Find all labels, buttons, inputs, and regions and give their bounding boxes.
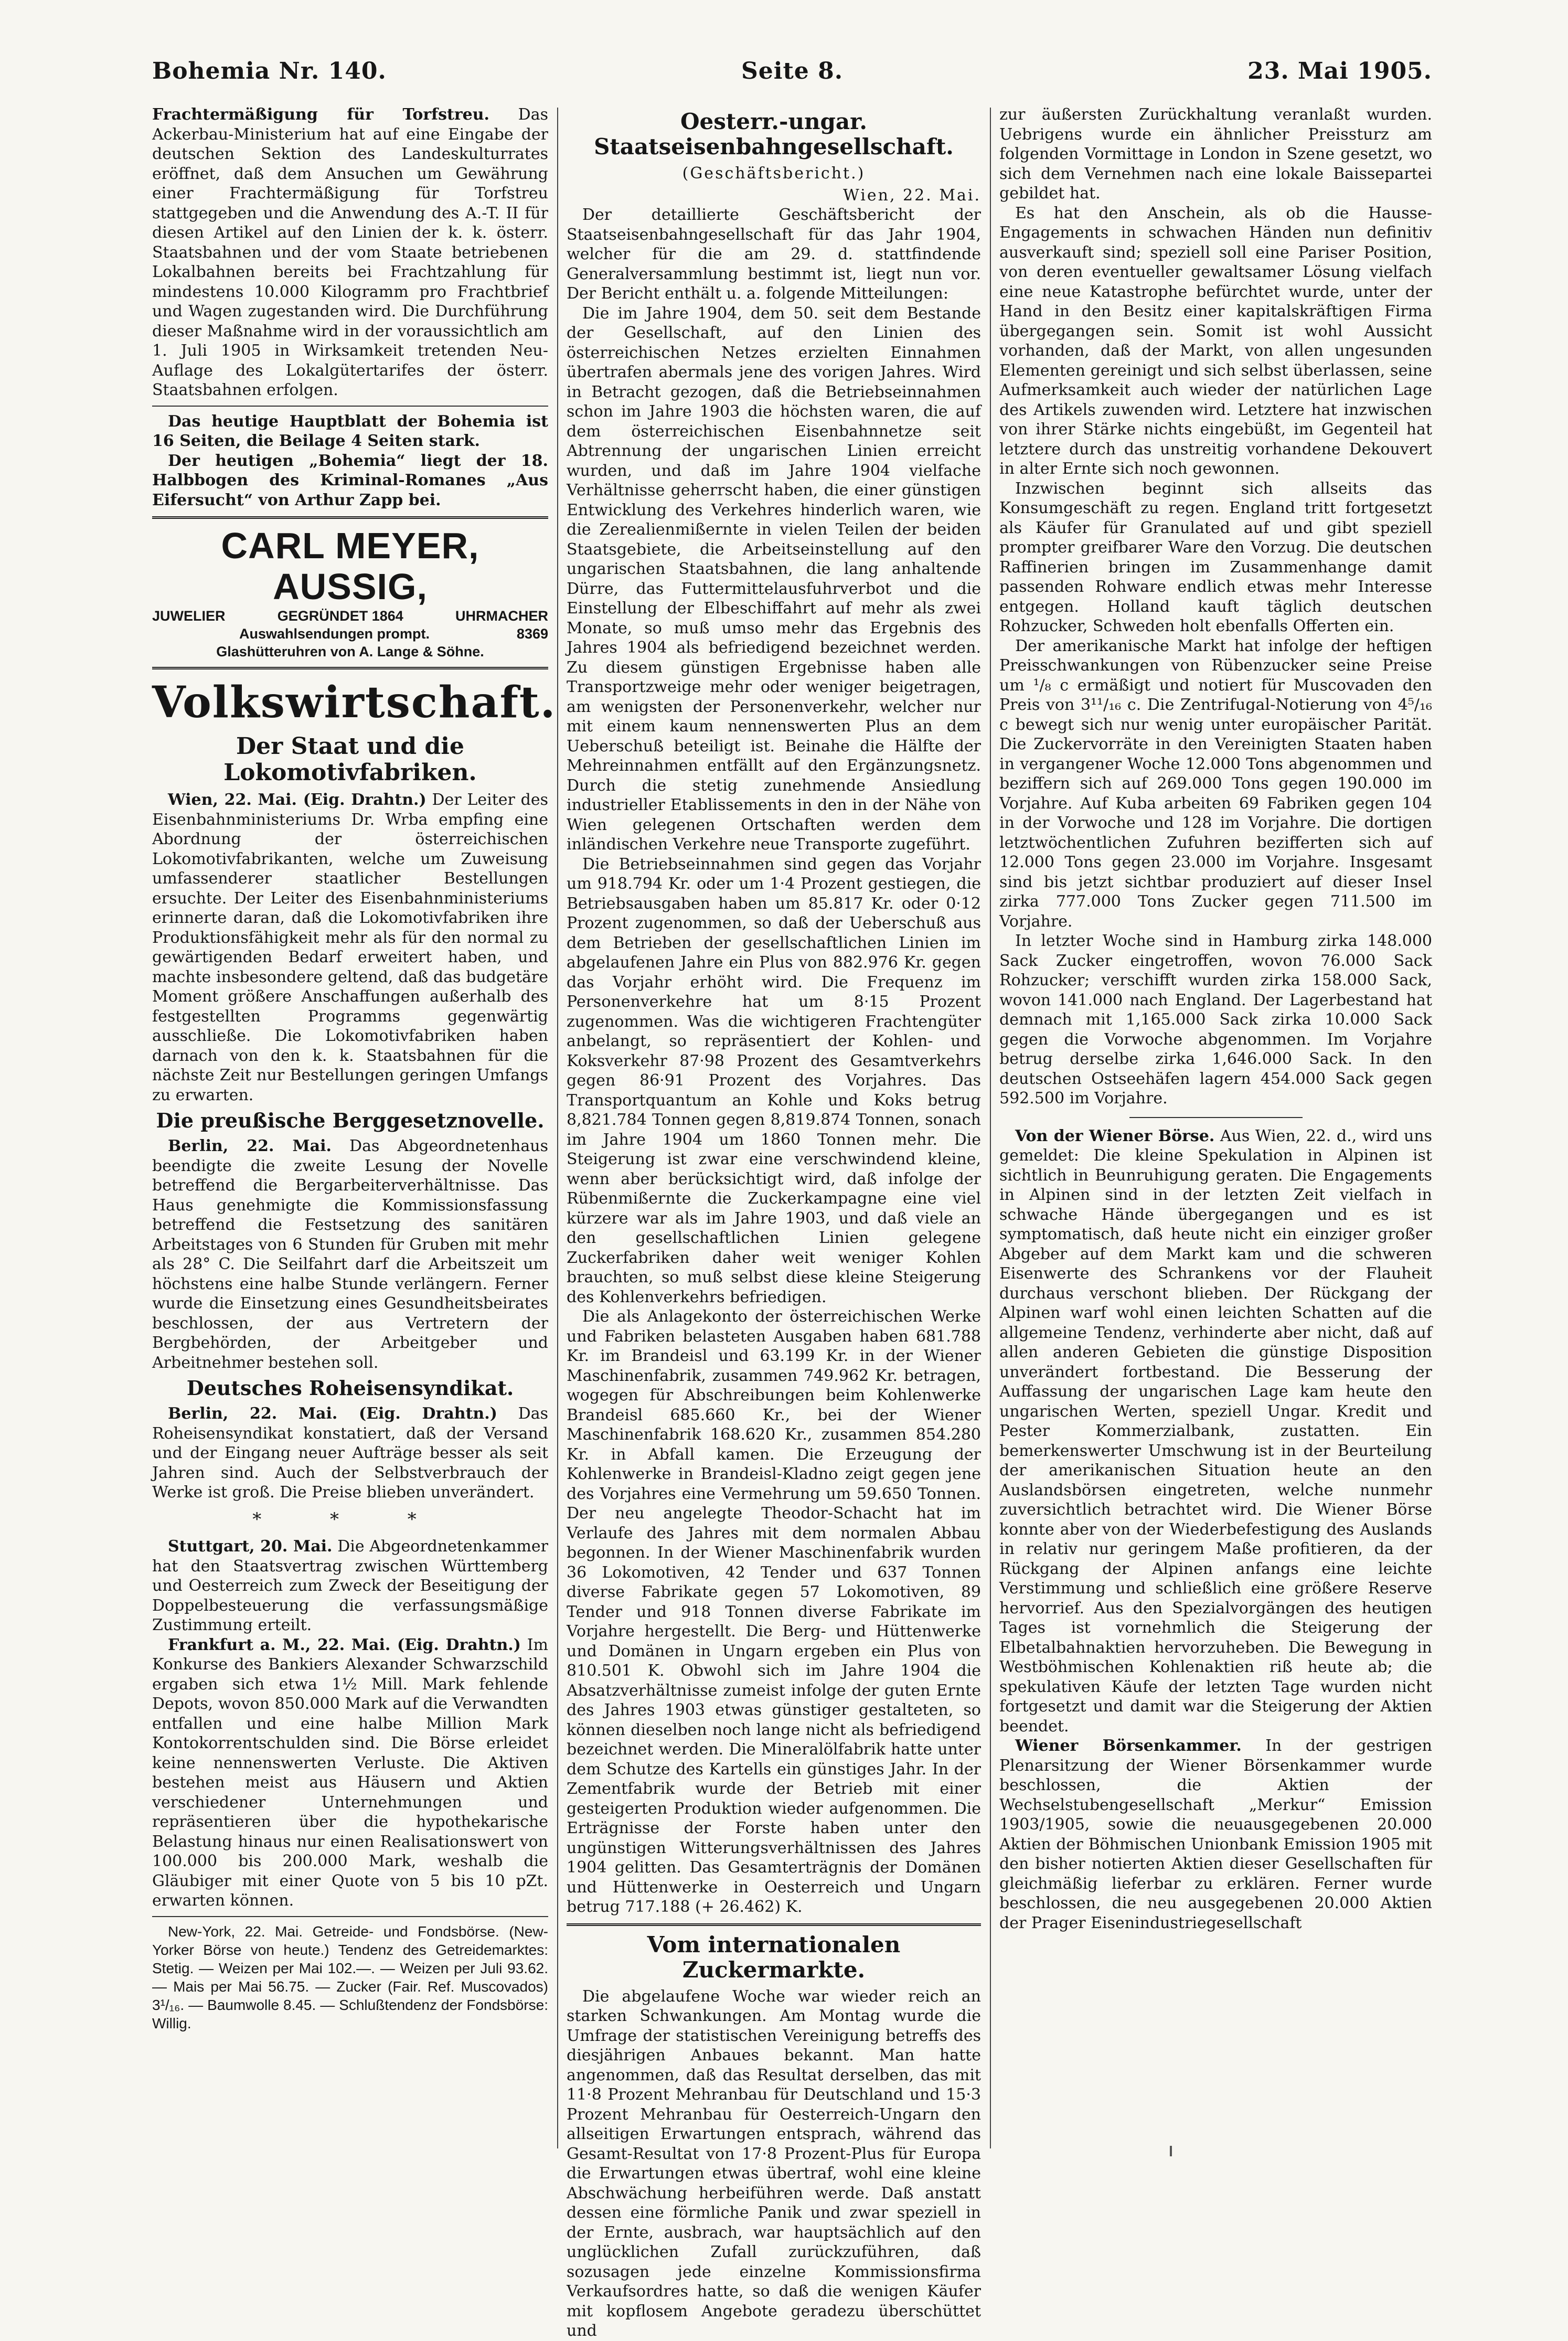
ad-line-selection [152, 625, 548, 643]
ad-company-name: CARL MEYER, AUSSIG, [221, 525, 479, 607]
ad-jeweller: JUWELIER [152, 608, 226, 624]
article-text: Im Konkurse des Bankiers Alexander Schwarzschild ergaben sich etwa 1½ Mill. Mark fehlende Depots, wovon 850.000 Mark auf die Verwandten entfallen und eine halbe Million Mark Kontokorrentschulden sind. Die Börse erleidet keine nennenswerten Verluste. Die Aktiven bestehen meist aus Häusern und Aktien verschiedener Unternehmungen und repräsentieren über die hypothekarische Belastung hinaus nur einen Realisationswert von 100.000 bis 200.000 Mark, weshalb die Gläubiger mit einer Quote von 5 bis 10 pZt. erwarten können. [152, 1635, 548, 1910]
notice-novel-supplement: Der heutigen „Bohemia“ liegt der 18. Halbbogen des Kriminal-Romanes „Aus Eifersucht“ von Arthur Zapp bei. [152, 451, 548, 509]
divider [152, 406, 548, 407]
article-paragraph: Der detaillierte Geschäftsbericht der Staatseisenbahngesellschaft für das Jahr 1904, welcher für die am 29. d. stattfindende Generalversammlung bestimmt ist, liegt nun vor. Der Bericht enthält u. a. folgende Mitteilungen: [567, 206, 981, 303]
newspaper-page [152, 58, 1432, 2340]
market-report-new-york: New-York, 22. Mai. Getreide- und Fondsbörse. (New-Yorker Börse von heute.) Tendenz des Getreidemarktes: Stetig. — Weizen per Mai 102.—. — Weizen per Juli 93.62. — Mais per Mai 56.75. — Zucker (Fair. Ref. Muscovados) 3¹/₁₆. — Baumwolle 8.45. — Schlußtendenz der Fondsbörse: Willig. [152, 1923, 548, 2031]
article-paragraph: Die Betriebseinnahmen sind gegen das Vorjahr um 918.794 Kr. oder um 1·4 Prozent gestiegen, die Betriebsausgaben haben um 85.817 Kr. oder 0·12 Prozent zugenommen, so daß der Ueberschuß aus dem Betrieben der gesellschaftlichen Linien im abgelaufenen Jahre ein Plus von 882.976 Kr. gegen das Vorjahr erhöht wird. Die Frequenz im Personenverkehre hat um 8·15 Prozent zugenommen. Was die wichtigeren Frachtengüter anbelangt, so repräsentiert der Kohlen- und Koksverkehr 87·98 Prozent des Gesamtverkehrs gegen 86·91 Prozent des Vorjahres. Das Transportquantum an Kohle und Koks betrug 8,821.784 Tonnen gegen 8,819.874 Tonnen, sonach im Jahre 1904 um 1860 Tonnen mehr. Die Steigerung ist zwar eine verschwindend kleine, wenn aber berücksichtigt wird, daß infolge der Rübenmißernte die Zuckerkampagne eine viel kürzere war als im Jahre 1903, und daß viele an den gesellschaftlichen Linien gelegene Zuckerfabriken daher weit weniger Kohlen brauchten, so muß selbst diese kleine Steigerung des Kohlenverkehrs befriedigen. [567, 855, 981, 1306]
article-paragraph: Der amerikanische Markt hat infolge der heftigen Preisschwankungen von Rübenzucker seine Preise um ¹/₈ c ermäßigt und notiert für Muscovaden den Preis von 3¹¹/₁₆ c. Die Zentrifugal-Notierung von 4⁵/₁₆ c bewegt sich nur wenig unter europäischer Parität. Die Zuckervorräte in den Vereinigten Staaten haben in vergangener Woche 12.000 Tons abgenommen und beziffern sich auf 269.000 Tons gegen 190.000 im Vorjahre. Auf Kuba arbeiten 69 Fabriken gegen 104 in der Vorwoche und 128 im Vorjahre. Die dortigen letztwöchentlichen Zufuhren bezifferten sich auf 12.000 Tons gegen 23.000 im Vorjahre. Insgesamt sind bis jetzt sichtbar produziert auf dieser Insel zirka 777.000 Tons Zucker gegen 711.500 im Vorjahre. [999, 636, 1432, 931]
article-title: Oesterr.-ungar. Staatseisenbahngesellschaft. [594, 109, 954, 159]
article-title: Der Staat und die Lokomotivfabriken. [223, 733, 477, 786]
ad-founded: GEGRÜNDET 1864 [277, 608, 403, 624]
article-body [999, 1736, 1432, 1933]
article-body [152, 790, 548, 1105]
column-1 [152, 105, 557, 2151]
article-body [152, 1404, 548, 1503]
separator-stars: * * * [252, 1508, 448, 1530]
column-3 [999, 105, 1432, 2151]
running-head [152, 58, 1432, 89]
divider [152, 667, 548, 669]
article-title: Die preußische Berggesetznovelle. [156, 1109, 545, 1132]
ad-line-watches: Glashütteruhren von A. Lange & Söhne. [216, 644, 484, 659]
article-text: Aus Wien, 22. d., wird uns gemeldet: Die kleine Spekulation in Alpinen ist sichtlich in Beunruhigung geraten. Die Engagements in Alpinen sind in der letzten Zeit vielfach in schwache Hände übergegangen und es ist symptomatisch, daß heute nicht ein einziger großer Abgeber auf dem Markt kam und die schweren Eisenwerte des Schrankens vor der Flauheit durchaus verschont blieben. Der Rückgang der Alpinen warf wohl einen leichten Schatten auf die allgemeine Tendenz, verhinderte aber nicht, daß auf allen anderen Gebieten die günstige Disposition unverändert fortbestand. Die Besserung der Auffassung der ungarischen Lage kam heute den ungarischen Werten, speziell Ungar. Kredit und Pester Kommerzialbank, zustatten. Ein bemerkenswerter Umschwung ist in der Beurteilung der amerikanischen Situation heute an den Auslandsbörsen eingetreten, welche nunmehr zuversichtlich betrachtet wird. Die Wiener Börse konnte aber von der Wiederbefestigung des Auslands in relativ nur geringem Maße profitieren, da der Rückgang der Alpinen anfangs eine leichte Verstimmung und schließlich eine größere Reserve hervorrief. Aus den Spezialvorgängen des heutigen Tages ist vornehmlich die Steigerung der Elbetalbahnaktien hervorzuheben. Die Bewegung in Westböhmischen Kohlenaktien riß heute ab; die spekulativen Käufe der letzten Tage wurden nicht fortgesetzt und damit war die Steigerung der Aktien beendet. [999, 1126, 1432, 1736]
notice-lead: Frachtermäßigung für Torfstreu. [152, 105, 489, 124]
divider [152, 516, 548, 519]
page-number: Seite 8. [741, 58, 844, 84]
article-body [999, 1126, 1432, 1737]
ad-line-trades [152, 607, 548, 625]
article-text: Das Abgeordnetenhaus beendigte die zweite Lesung der Novelle betreffend die Bergarbeiterverhältnisse. Das Haus genehmigte die Kommissionsfassung betreffend die Festsetzung des sanitären Arbeitstages von 6 Stunden für Gruben mit mehr als 28° C. Die Seilfahrt darf die Arbeitszeit um höchstens eine halbe Stunde verlängern. Ferner wurde die Einsetzung eines Gesundheitsbeirates beschlossen, der aus Vertretern der Bergbehörden, der Arbeitgeber und Arbeitnehmer bestehen soll. [152, 1137, 548, 1372]
column-rule [990, 108, 991, 2148]
article-text: Die Abgeordnetenkammer hat den Staatsvertrag zwischen Württemberg und Oesterreich zum Zweck der Beseitigung der Doppelbesteuerung die verfassungsmäßige Zustimmung erteilt. [152, 1537, 549, 1634]
dateline: Wien, 22. Mai. (Eig. Drahtn.) [168, 791, 426, 809]
column-2 [567, 105, 981, 2340]
divider [567, 1923, 981, 1926]
advertisement-carl-meyer [152, 525, 548, 661]
article-body [152, 1635, 548, 1911]
article-paragraph: In letzter Woche sind in Hamburg zirka 148.000 Sack Zucker eingetroffen, wovon 76.000 Sack Rohzucker; verschifft wurden zirka 158.000 Sack, wovon 141.000 nach England. Der Lagerbestand hat demnach mit 1,165.000 Sack zirka 10.000 Sack gegen die Vorwoche abgenommen. Im Vorjahre betrug derselbe zirka 1,646.000 Sack. In den deutschen Ostseehäfen lagern 454.000 Sack gegen 592.500 im Vorjahre. [999, 932, 1432, 1108]
article-text: Das Roheisensyndikat konstatiert, daß der Versand und der Eingang neuer Aufträge besser als seit Jahren sind. Auch der Selbstverbrauch der Werke ist groß. Die Preise blieben unverändert. [152, 1404, 548, 1502]
article-paragraph: Inzwischen beginnt sich allseits das Konsumgeschäft zu regen. England tritt fortgesetzt als Käufer für Granulated auf und gibt speziell prompter greifbarer Ware den Vorzug. Die deutschen Raffinerien bringen im Zusammenhange damit passenden Rohware endlich etwas mehr Interesse entgegen. Holland kauft täglich deutschen Rohzucker, Schweden holt ebenfalls Offerten ein. [999, 479, 1432, 635]
issue-date: 23. Mai 1905. [1247, 58, 1432, 84]
article-text: In der gestrigen Plenarsitzung der Wiener Börsenkammer wurde beschlossen, die Aktien der Wechselstubengesellschaft „Merkur“ Emission 1903/1905, sowie die neuausgegebenen 20.000 Aktien der Böhmischen Unionbank Emission 1905 mit den bisher notierten Aktien dieser Gesellschaften für gleichmäßig lieferbar zu erklären. Ferner wurde beschlossen, die neu ausgegebenen 20.000 Aktien der Prager Eisenindustriegesellschaft [999, 1737, 1432, 1932]
dateline: Wien, 22. Mai. [842, 186, 981, 205]
divider [152, 1916, 548, 1917]
article-title: Deutsches Roheisensyndikat. [186, 1376, 514, 1400]
article-lead: Wiener Börsenkammer. [1015, 1737, 1242, 1755]
dateline: Frankfurt a. M., 22. Mai. (Eig. Drahtn.) [168, 1635, 521, 1654]
article-text: Der Leiter des Eisenbahnministeriums Dr. Wrba empfing eine Abordnung der österreichischen Lokomotivfabrikanten, welche um Zuweisung umfassenderer staatlicher Bestellungen ersuchte. Der Leiter des Eisenbahnministeriums erinnerte daran, daß die Lokomotivfabriken ihre Produktionsfähigkeit mehr als für den normal zu gewärtigenden Bedarf erweitert haben, und machte insbesondere geltend, daß das budgetäre Moment größere Anschaffungen außerhalb des festgestellten Programms gegenwärtig ausschließe. Die Lokomotivfabriken haben darnach von den k. k. Staatsbahnen für die nächste Zeit nur Bestellungen geringen Umfangs zu erwarten. [152, 791, 549, 1104]
article-paragraph: Es hat den Anschein, als ob die Hausse-Engagements in schwachen Händen nun definitiv ausverkauft sind; speziell soll eine Pariser Position, von deren eventueller gewaltsamer Lösung vielfach eine neue Katastrophe befürchtet wurde, unter der Hand in den Besitz einer kapitalskräftigen Firma übergegangen sein. Somit ist wohl Aussicht vorhanden, daß der Markt, von allen ungesunden Elementen gereinigt und sich selbst überlassen, seine Aufmerksamkeit auch wieder der natürlichen Lage des Artikels zuwenden wird. Letztere hat inzwischen von ihrer Stärke nichts eingebüßt, im Gegenteil hat letztere durch das unstreitig vorhandene Dekouvert in alter Ernte sich noch gewonnen. [999, 204, 1432, 478]
article-body [152, 1136, 548, 1372]
notice-text: Das Ackerbau-Ministerium hat auf eine Eingabe der deutschen Sektion des Landeskulturrates eröffnet, daß dem Ansuchen um Gewährung einer Frachtermäßigung für Torfstreu stattgegeben und die Anwendung des A.-T. II für diesen Artikel auf den Linien der k. k. österr. Staatsbahnen und der vom Staate betriebenen Lokalbahnen bereits bei Frachtzahlung für mindestens 10.000 Kilogramm pro Frachtbrief und Wagen zugestanden wird. Die Durchführung dieser Maßnahme wird in der voraussichtlich am 1. Juli 1905 in Wirksamkeit tretenden Neu-Auflage des Lokalgütertarifes der österr. Staatsbahnen erfolgen. [152, 105, 548, 399]
article-lead: Von der Wiener Börse. [1015, 1126, 1215, 1145]
dateline: Berlin, 22. Mai. (Eig. Drahtn.) [168, 1404, 497, 1423]
article-paragraph: Die abgelaufene Woche war wieder reich an starken Schwankungen. Am Montag wurde die Umfrage der statistischen Vereinigung betreffs des diesjährigen Anbaues bekannt. Man hatte angenommen, daß das Resultat derselben, das mit 11·8 Prozent Mehranbau für Deutschland und 15·3 Prozent Mehranbau für Oesterreich-Ungarn den allseitigen Erwartungen entsprach, während das Gesamt-Resultat von 17·8 Prozent-Plus für Europa die Erwartungen etwas übertraf, wohl eine kleine Abschwächung herbeiführen werde. Daß anstatt dessen eine förmliche Panik und zwar speziell in der Ernte, ausbrach, war hauptsächlich auf den unglücklichen Zufall zurückzuführen, daß sozusagen jede einzelne Kommissionsfirma Verkaufsordres hatte, so daß die wenigen Käufer mit kopflosem Angebote geradezu überschüttet und [567, 1987, 981, 2340]
notice-page-count: Das heutige Hauptblatt der Bohemia ist 16 Seiten, die Beilage 4 Seiten stark. [152, 412, 548, 450]
newspaper-issue: Bohemia Nr. 140. [152, 58, 387, 84]
ad-number: 8369 [516, 626, 548, 642]
article-subtitle: (Geschäftsbericht.) [682, 164, 866, 183]
dateline: Berlin, 22. Mai. [168, 1137, 332, 1155]
section-heading: Volkswirtschaft. [152, 677, 557, 728]
dateline: Stuttgart, 20. Mai. [168, 1537, 333, 1556]
notice-peat-freight [152, 105, 548, 400]
ad-selection-text: Auswahlsendungen prompt. [239, 626, 430, 642]
column-rule [557, 108, 558, 2148]
article-body [152, 1537, 548, 1635]
print-mark [1170, 2146, 1172, 2156]
ad-watchmaker: UHRMACHER [455, 608, 548, 624]
divider [1129, 1117, 1303, 1118]
article-title: Vom internationalen Zuckermarkte. [647, 1931, 901, 1983]
article-paragraph: Die als Anlagekonto der österreichischen Werke und Fabriken belasteten Ausgaben haben 681.788 Kr. im Brandeisl und 63.199 Kr. in der Wiener Maschinenfabrik, zusammen 749.962 Kr. betragen, wogegen für Abschreibungen beim Kohlenwerke Brandeisl 685.660 Kr., bei der Wiener Maschinenfabrik 168.620 Kr., zusammen 854.280 Kr. in Abfall kamen. Die Erzeugung der Kohlenwerke in Brandeisl-Kladno zeigt gegen jene des Vorjahres eine Vermehrung um 59.650 Tonnen. Der neu angelegte Theodor-Schacht hat im Verlaufe des Jahres mit dem normalen Abbau begonnen. In der Wiener Maschinenfabrik wurden 36 Lokomotiven, 42 Tender und 637 Tonnen diverse Fabrikate gegen 57 Lokomotiven, 89 Tender und 918 Tonnen diverse Fabrikate im Vorjahre hergestellt. Die Berg- und Hüttenwerke und Domänen in Ungarn ergeben ein Plus von 810.501 K. Obwohl sich im Jahre 1904 die Absatzverhältnisse zumeist infolge der guten Ernte des Jahres 1903 etwas günstiger gestalteten, so können dieselben noch lange nicht als befriedigend bezeichnet werden. Die Mineralölfabrik hatte unter dem Schutze des Kartells ein günstiges Jahr. In der Zementfabrik wurde der Betrieb mit einer gesteigerten Produktion wieder aufgenommen. Die Erträgnisse der Forste haben unter den ungünstigen Witterungsverhältnissen des Jahres 1904 gelitten. Das Gesamterträgnis der Domänen und Hüttenwerke in Oesterreich und Ungarn betrug 717.188 (+ 26.462) K. [567, 1307, 981, 1916]
article-paragraph: zur äußersten Zurückhaltung veranlaßt wurden. Uebrigens wurde ein ähnlicher Preissturz am folgenden Vormittage in London in Szene gesetzt, wo sich dem Vernehmen nach eine lokale Baissepartei gebildet hat. [999, 105, 1432, 203]
article-paragraph: Die im Jahre 1904, dem 50. seit dem Bestande der Gesellschaft, auf den Linien des österreichischen Netzes erzielten Einnahmen übertrafen abermals jene des vorigen Jahres. Wird in Betracht gezogen, daß die Betriebseinnahmen schon im Jahre 1903 die höchsten waren, die auf dem österreichischen Eisenbahnnetze seit Abtrennung der ungarischen Linien erreicht wurden, und daß im Jahre 1904 vielfache Verhältnisse geherrscht haben, die einer günstigen Entwicklung des Verkehres hinderlich waren, wie die Zerealienmißernte in vielen Teilen der beiden Staatsgebiete, die Arbeitseinstellung auf den ungarischen Staatsbahnen, die lang anhaltende Dürre, das Futtermittelausfuhrverbot und die Einstellung der Elbeschiffahrt auf mehr als zwei Monate, so muß umso mehr das Ergebnis des Jahres 1904 als befriedigend bezeichnet werden. Zu diesem günstigen Ergebnisse haben alle Transportzweige mehr oder weniger beigetragen, am wenigsten der Personenverkehr, welcher nur mit einem kaum nennenswerten Plus an dem Ueberschuß beteiligt ist. Beinahe die Hälfte der Mehreinnahmen entfällt auf den Ergänzungsnetz. Durch die stetig zunehmende Ansiedlung industrieller Etablissements in den in der Nähe von Wien gelegenen Ortschaften werden dem inländischen Verkehre neue Transporte zugeführt. [567, 304, 981, 854]
